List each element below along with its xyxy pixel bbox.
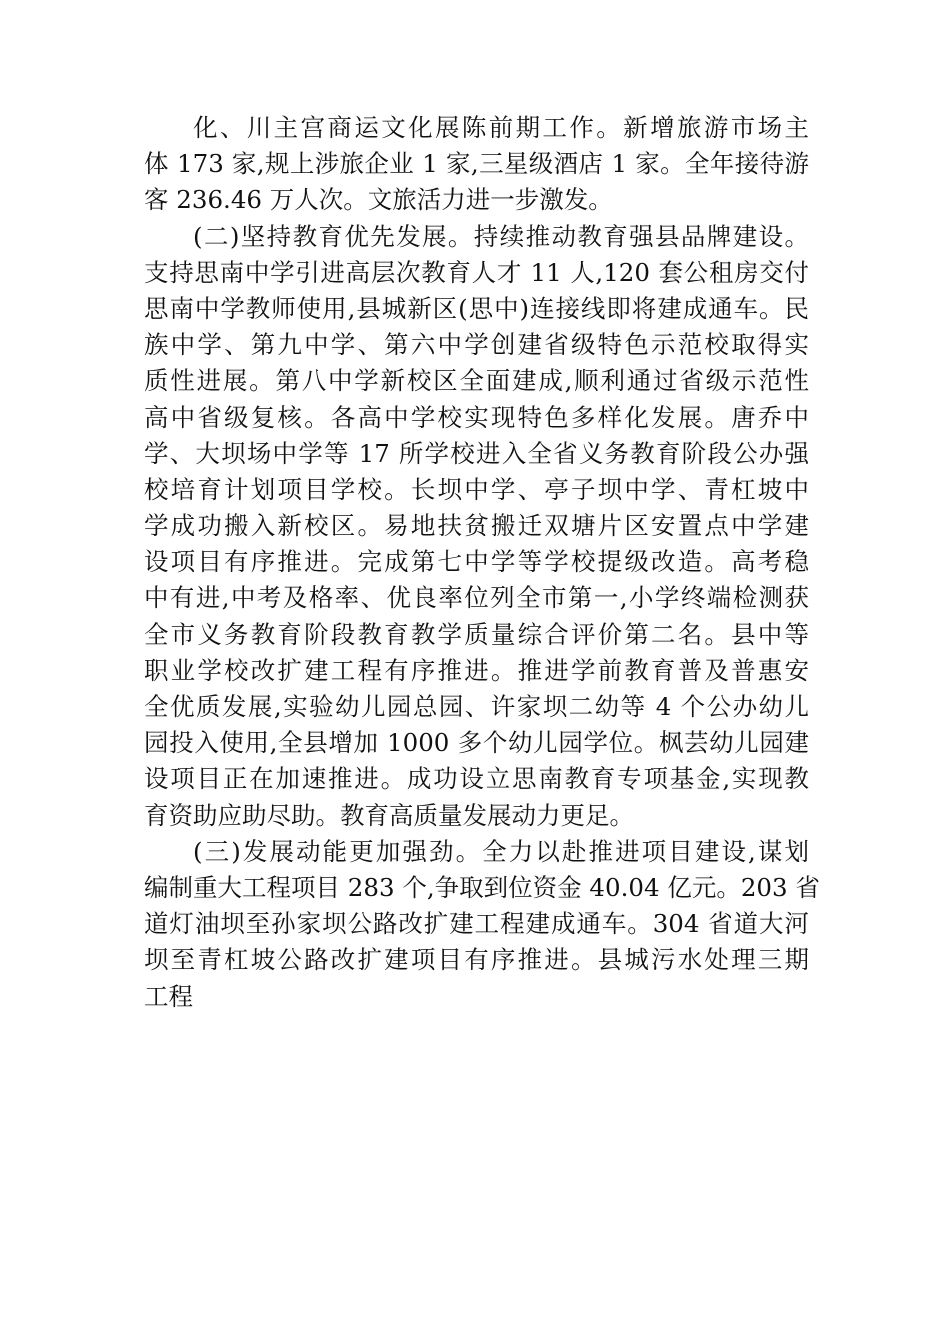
text-line: 学、大坝场中学等 17 所学校进入全省义务教育阶段公办强 (144, 438, 809, 468)
text-line: 职业学校改扩建工程有序推进。推进学前教育普及普惠安 (144, 655, 809, 685)
document-body (144, 110, 820, 1015)
text-line: 道灯油坝至孙家坝公路改扩建工程建成通车。304 省道大河 (144, 909, 809, 939)
text-line: 思南中学教师使用,县城新区(思中)连接线即将建成通车。民 (144, 293, 809, 323)
text-line: 全市义务教育阶段教育教学质量综合评价第二名。县中等 (144, 619, 809, 649)
text-line: 体 173 家,规上涉旅企业 1 家,三星级酒店 1 家。全年接待游 (144, 149, 809, 179)
section-heading-line: (二)坚持教育优先发展。持续推动教育强县品牌建设。 (193, 221, 809, 251)
text-line: 中有进,中考及格率、优良率位列全市第一,小学终端检测获 (144, 583, 809, 613)
text-line: 化、川主宫商运文化展陈前期工作。新增旅游市场主 (193, 113, 809, 142)
text-line: 工程 (144, 981, 193, 1011)
text-line: 族中学、第九中学、第六中学创建省级特色示范校取得实 (144, 330, 809, 360)
text-line: 园投入使用,全县增加 1000 多个幼儿园学位。枫芸幼儿园建 (144, 728, 809, 758)
text-line: 校培育计划项目学校。长坝中学、亭子坝中学、青杠坡中 (144, 474, 809, 504)
text-line: 客 236.46 万人次。文旅活力进一步激发。 (144, 185, 613, 215)
text-line: 质性进展。第八中学新校区全面建成,顺利通过省级示范性 (144, 366, 809, 396)
text-line: 支持思南中学引进高层次教育人才 11 人,120 套公租房交付 (144, 257, 809, 287)
text-line: 编制重大工程项目 283 个,争取到位资金 40.04 亿元。203 省 (144, 872, 820, 902)
text-line: 高中省级复核。各高中学校实现特色多样化发展。唐乔中 (144, 402, 809, 432)
text-line: 全优质发展,实验幼儿园总园、许家坝二幼等 4 个公办幼儿 (144, 692, 809, 721)
text-line: 设项目有序推进。完成第七中学等学校提级改造。高考稳 (144, 547, 809, 577)
text-line: 设项目正在加速推进。成功设立思南教育专项基金,实现教 (144, 764, 809, 794)
text-line: 学成功搬入新校区。易地扶贫搬迁双塘片区安置点中学建 (144, 511, 809, 541)
section-heading-line: (三)发展动能更加强劲。全力以赴推进项目建设,谋划 (193, 836, 809, 866)
text-line: 坝至青杠坡公路改扩建项目有序推进。县城污水处理三期 (144, 945, 809, 975)
text-line: 育资助应助尽助。教育高质量发展动力更足。 (144, 800, 634, 830)
